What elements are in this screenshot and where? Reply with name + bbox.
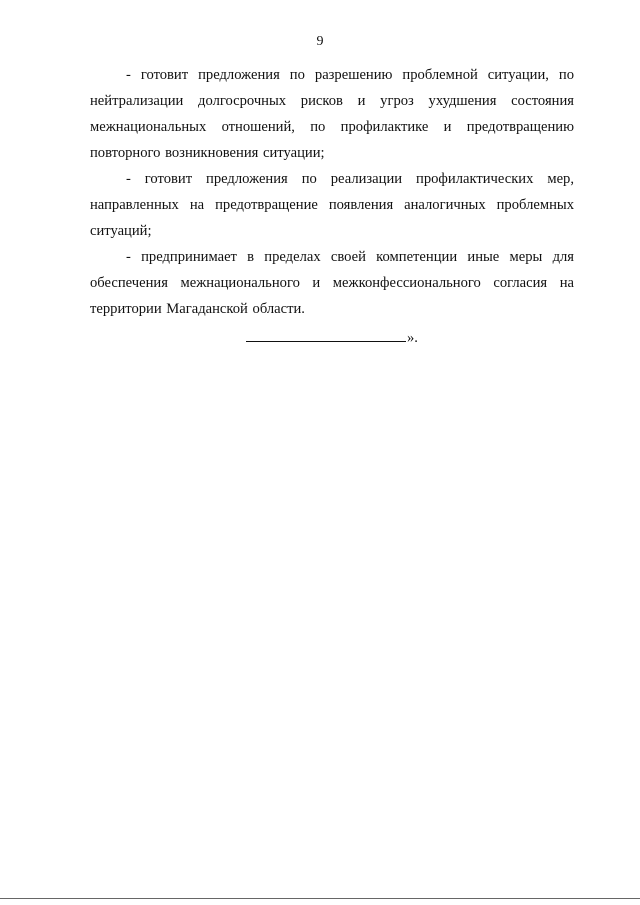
paragraph-proposals-prevention: - готовит предложения по реализации профилактических мер, направленных на предотвращение появления аналогичных проблемных ситуаций; [90, 171, 574, 239]
paragraph-proposals-resolution: - готовит предложения по разрешению проблемной ситуации, по нейтрализации долгосрочных рисков и угроз ухудшения состояния межнациональных отношений, по профилактике и предотвращению повторного возникновения ситуации; [90, 67, 574, 161]
page-number: 9 [316, 34, 324, 49]
paragraph-other-measures: - предпринимает в пределах своей компетенции иные меры для обеспечения межнационального и межконфессионального согласия на территории Магаданской области. [90, 249, 574, 317]
page-bottom-edge [0, 898, 640, 899]
closing-line [246, 328, 446, 348]
closing-underline [246, 328, 406, 342]
closing-quote-mark: ». [407, 330, 418, 346]
document-body [90, 62, 574, 322]
